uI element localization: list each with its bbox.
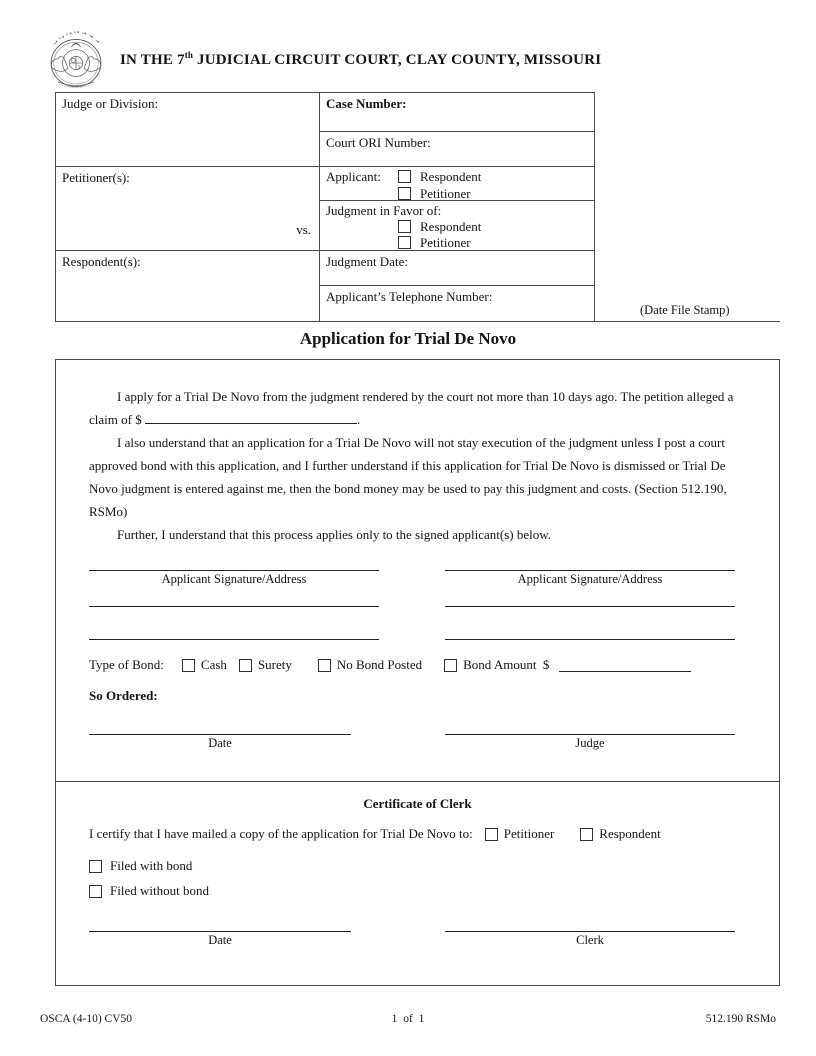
paragraph-claim-period: . [356, 412, 361, 427]
favor-petitioner-checkbox[interactable] [398, 236, 411, 249]
judge-label: Judge [575, 736, 605, 750]
applicant-signature-label-right: Applicant Signature/Address [517, 572, 663, 586]
clerk-label: Clerk [576, 933, 604, 947]
case-number-field[interactable] [320, 93, 594, 131]
favor-petitioner-label: Petitioner [420, 234, 471, 250]
filed-with-bond-checkbox[interactable] [89, 860, 102, 873]
vs-label: vs. [296, 222, 311, 237]
mailed-respondent-label: Respondent [599, 826, 661, 841]
applicant-telephone-label: Applicant’s Telephone Number: [326, 289, 493, 304]
application-section [56, 360, 779, 782]
bond-amount-checkbox[interactable] [444, 659, 457, 672]
certificate-of-clerk-section [56, 782, 779, 985]
date-column [89, 734, 351, 750]
date-file-stamp-label: (Date File Stamp) [640, 303, 730, 317]
judge-column [445, 734, 735, 750]
bond-cash-checkbox[interactable] [182, 659, 195, 672]
court-title-post: JUDICIAL CIRCUIT COURT, CLAY COUNTY, MISSOURI [193, 52, 602, 68]
mailed-petitioner-checkbox[interactable] [485, 828, 498, 841]
no-bond-posted-checkbox[interactable] [318, 659, 331, 672]
applicant-field [320, 166, 594, 200]
so-ordered-label: So Ordered: [89, 688, 158, 703]
signature-column-right [445, 570, 735, 640]
judge-or-division-field[interactable] [56, 93, 319, 166]
paragraph-further: Further, I understand that this process applies only to the signed applicant(s) below. [117, 527, 552, 542]
clerk-signature-line[interactable] [445, 931, 735, 932]
applicant-signature-line-1-right[interactable] [445, 570, 735, 571]
paragraph-claim-text: I apply for a Trial De Novo from the judgment rendered by the court not more than 10 days ago. The petition alleged a claim of $ [89, 389, 734, 427]
no-bond-posted-label: No Bond Posted [336, 657, 423, 672]
filed-with-bond-row [89, 858, 779, 874]
filed-with-bond-label: Filed with bond [110, 858, 193, 873]
filed-without-bond-label: Filed without bond [110, 883, 209, 898]
case-info-table [55, 92, 595, 322]
signature-column-left [89, 570, 379, 640]
respondents-field[interactable] [56, 250, 319, 321]
court-title-pre: IN THE 7 [120, 52, 185, 68]
page-footer [40, 1013, 776, 1025]
bond-surety-label: Surety [257, 657, 292, 672]
respondents-label: Respondent(s): [62, 254, 141, 269]
judgment-date-field[interactable] [320, 250, 594, 285]
favor-respondent-label: Respondent [420, 218, 482, 234]
certify-row [89, 826, 779, 842]
date-file-stamp-line [595, 321, 780, 322]
claim-amount-blank[interactable] [145, 411, 357, 424]
applicant-signature-line-1-left[interactable] [89, 570, 379, 571]
form-title: Application for Trial De Novo [299, 329, 517, 348]
application-box [55, 359, 780, 986]
applicant-respondent-label: Respondent [420, 168, 482, 184]
applicant-petitioner-label: Petitioner [420, 185, 471, 201]
paragraph-claim [89, 385, 757, 431]
filed-without-bond-checkbox[interactable] [89, 885, 102, 898]
clerk-signature-column [445, 931, 735, 947]
mailed-petitioner-label: Petitioner [503, 826, 555, 841]
applicant-address-line-2-left[interactable] [89, 606, 379, 607]
mailed-respondent-checkbox[interactable] [580, 828, 593, 841]
order-date-line[interactable] [89, 734, 351, 735]
paragraph-bond-terms: I also understand that an application for a Trial De Novo will not stay execution of the judgment unless I post a court approved bond with this application, and I further understand if this application for Trial De Novo is dismissed or Trial De Novo judgment is entered against me, then the bond money may be used to pay this judgment and costs. (Section 512.190, RSMo) [89, 435, 727, 519]
form-code: OSCA (4-10) CV50 [40, 1013, 133, 1025]
petitioners-field[interactable] [56, 166, 319, 250]
petitioners-label: Petitioner(s): [62, 170, 130, 185]
type-of-bond-row [89, 657, 779, 673]
application-paragraphs [89, 385, 757, 546]
court-title-ordinal: th [184, 50, 194, 60]
bond-surety-checkbox[interactable] [239, 659, 252, 672]
applicant-respondent-checkbox[interactable] [398, 170, 411, 183]
court-header-title [120, 50, 601, 69]
case-table-left-column [56, 93, 319, 321]
clerk-date-line[interactable] [89, 931, 351, 932]
clerk-date-label: Date [208, 933, 232, 947]
filed-without-bond-row [89, 883, 779, 899]
bond-cash-label: Cash [200, 657, 227, 672]
applicant-address-line-3-right[interactable] [445, 639, 735, 640]
certify-text: I certify that I have mailed a copy of the application for Trial De Novo to: [89, 826, 473, 841]
applicant-options [398, 168, 482, 201]
type-of-bond-label: Type of Bond: [89, 657, 164, 672]
missouri-seal-icon [39, 26, 113, 92]
case-table-right-column [319, 93, 594, 321]
judgment-date-label: Judgment Date: [326, 254, 408, 269]
certificate-title: Certificate of Clerk [363, 796, 472, 811]
applicant-address-line-3-left[interactable] [89, 639, 379, 640]
judge-signature-line[interactable] [445, 734, 735, 735]
page-indicator: 1 of 1 [391, 1013, 425, 1025]
judgment-in-favor-label: Judgment in Favor of: [326, 203, 442, 218]
applicant-petitioner-checkbox[interactable] [398, 187, 411, 200]
judgment-in-favor-field [320, 200, 594, 250]
date-judge-row [89, 734, 735, 750]
clerk-date-column [89, 931, 351, 947]
bond-amount-label: Bond Amount $ [463, 657, 550, 672]
applicant-label: Applicant: [326, 169, 381, 184]
favor-respondent-checkbox[interactable] [398, 220, 411, 233]
case-number-label: Case Number: [326, 96, 407, 111]
court-ori-number-field[interactable] [320, 131, 594, 166]
judge-or-division-label: Judge or Division: [62, 96, 159, 111]
applicant-signature-label-left: Applicant Signature/Address [161, 572, 307, 586]
applicant-address-line-2-right[interactable] [445, 606, 735, 607]
order-date-label: Date [208, 736, 232, 750]
statute-reference: 512.190 RSMo [705, 1013, 776, 1025]
bond-amount-blank[interactable] [559, 659, 691, 672]
court-ori-number-label: Court ORI Number: [326, 135, 431, 150]
applicant-telephone-field[interactable] [320, 285, 594, 321]
date-clerk-row [89, 931, 735, 947]
signature-rows [89, 570, 735, 640]
